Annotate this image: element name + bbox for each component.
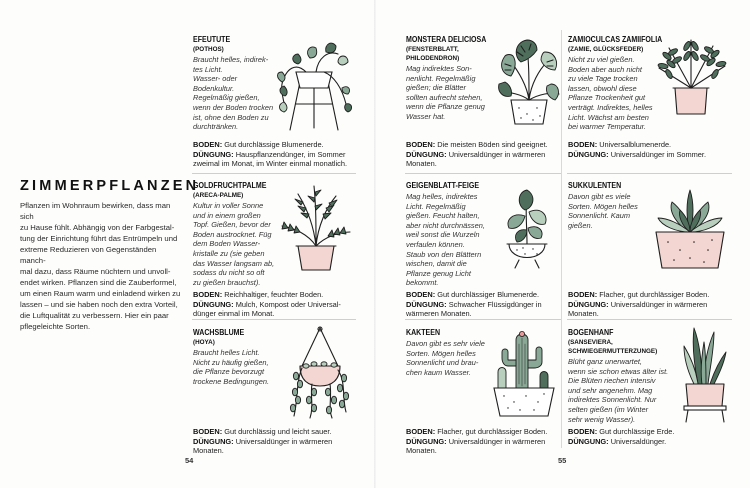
plant-subtitle: PHILODENDRON) xyxy=(406,55,460,62)
page-number-left: 54 xyxy=(185,456,194,465)
areca-palm-illustration xyxy=(278,184,354,274)
plant-card-bogenhanf xyxy=(568,328,688,424)
hoya-illustration xyxy=(284,326,354,422)
plant-subtitle: (HOYA) xyxy=(193,339,215,346)
zz-plant-illustration xyxy=(655,38,731,118)
snake-plant-illustration xyxy=(678,324,734,424)
intro-text: Pflanzen im Wohnraum bewirken, dass man sich zu Hause fühlt. Abhängig von der Farbgestal- tung der Einrichtung führt das Entrümpeln und extreme Reduzieren von Gegenständen manch- mal dazu, dass Räume nüchtern und unvoll- endet wirken. Pflanzen sind die Zauberformel, um einen Raum warm und einladend wirken zu lassen – und sie haben noch den extra Vorteil, die Luftqualität zu verbessern. Hier ein paar pflegeleichte Sorten. xyxy=(20,201,181,331)
row-divider xyxy=(192,173,356,174)
plant-description: Davon gibt es sehr viele Sorten. Mögen helles Sonnenlicht und brau- chen kaum Wasser. xyxy=(406,339,485,377)
plant-subtitle: SCHWIEGERMUTTERZUNGE) xyxy=(568,348,658,355)
cactus-illustration xyxy=(490,326,558,418)
care-info: BODEN: Universalblumenerde. DÜNGUNG: Universaldünger im Sommer. xyxy=(568,140,707,159)
plant-description: Braucht helles Licht. Nicht zu häufig gießen, die Pflanze bevorzugt trockene Bedingungen. xyxy=(193,348,270,386)
book-gutter xyxy=(374,0,376,488)
plant-description: Mag indirektes Son- nenlicht. Regelmäßig gießen; die Blätter sollten aufrecht stehen, wenn die Pflanze genug Wasser hat. xyxy=(406,64,485,121)
plant-name: MONSTERA DELICIOSA xyxy=(406,35,487,44)
care-info: BODEN: Reichhaltiger, feuchter Boden. DÜNGUNG: Mulch, Kompost oder Universal- dünger einmal im Monat. xyxy=(193,290,341,319)
row-divider xyxy=(567,173,732,174)
plant-name: GEIGENBLATT-FEIGE xyxy=(406,181,480,190)
plant-name: SUKKULENTEN xyxy=(568,181,622,190)
fiddle-leaf-fig-illustration xyxy=(497,186,557,270)
plant-name: EFEUTUTE xyxy=(193,35,231,44)
plant-description: Davon gibt es viele Sorten. Mögen helles Sonnenlicht. Kaum gießen. xyxy=(568,192,638,230)
plant-subtitle: (FENSTERBLATT, xyxy=(406,46,459,53)
plant-description: Blüht ganz unerwartet, wenn sie schon etwas älter ist. Die Blüten riechen intensiv und sehr angenehm. Mag indirektes Sonnenlicht. Nur selten gießen (im Winter sehr wenig Wasser). xyxy=(568,357,669,424)
plant-description: Kultur in voller Sonne und in einem großen Topf. Gießen, bevor der Boden austrocknet. Füg dem Boden Wasser- kristalle zu (sie geben das Wasser langsam ab, sodass du nicht so oft zu gießen brauchst). xyxy=(193,201,275,287)
column-divider xyxy=(561,30,562,448)
plant-description: Nicht zu viel gießen. Boden aber auch nicht zu viele Tage trocken lassen, obwohl diese Pflanze Trockenheit gut verträgt. Indirektes, helles Licht. Wächst am besten bei warmer Temperatur. xyxy=(568,55,653,132)
plant-subtitle: (POTHOS) xyxy=(193,46,224,53)
page-number-right: 55 xyxy=(558,456,567,465)
row-divider xyxy=(192,319,356,320)
care-info: BODEN: Gut durchlässiger Blumenerde. DÜNGUNG: Schwacher Flüssigdünger in wärmeren Monaten. xyxy=(406,290,542,319)
row-divider xyxy=(405,319,561,320)
care-info: BODEN: Gut durchlässig und leicht sauer. DÜNGUNG: Universaldünger in wärmeren Monaten. xyxy=(193,427,333,456)
plant-subtitle: (ZAMIE, GLÜCKSFEDER) xyxy=(568,46,644,53)
row-divider xyxy=(567,319,732,320)
plant-description: Braucht helles, indirek- tes Licht. Wasser- oder Bodenkultur. Regelmäßig gießen, wenn der Boden trocken ist, ohne den Boden zu durchtränken. xyxy=(193,55,274,132)
plant-name: ZAMIOCULCAS ZAMIIFOLIA xyxy=(568,35,663,44)
plant-name: GOLDFRUCHTPALME xyxy=(193,181,267,190)
section-title: ZIMMERPFLANZEN xyxy=(20,178,200,194)
intro-section xyxy=(20,178,200,332)
plant-name: WACHSBLUME xyxy=(193,328,245,337)
plant-subtitle: (ARECA-PALME) xyxy=(193,192,244,199)
care-info: BODEN: Gut durchlässige Erde. DÜNGUNG: Universaldünger. xyxy=(568,427,675,446)
plant-name: KAKTEEN xyxy=(406,328,441,337)
plant-description: Mag helles, indirektes Licht. Regelmäßig gießen. Feucht halten, aber nicht durchnässen, weil sonst die Wurzeln verfaulen können. Staub von den Blättern wischen, damit die Pflanze genug Licht bekommt. xyxy=(406,192,485,288)
row-divider xyxy=(405,173,561,174)
succulent-illustration xyxy=(650,186,730,272)
care-info: BODEN: Flacher, gut durchlässiger Boden. DÜNGUNG: Universaldünger in wärmeren Monaten. xyxy=(568,290,710,319)
care-info: BODEN: Die meisten Böden sind geeignet. DÜNGUNG: Universaldünger in wärmeren Monaten. xyxy=(406,140,548,169)
care-info: BODEN: Flacher, gut durchlässiger Boden. DÜNGUNG: Universaldünger in wärmeren Monaten. xyxy=(406,427,548,456)
plant-name: BOGENHANF xyxy=(568,328,614,337)
care-info: BODEN: Gut durchlässige Blumenerde. DÜNGUNG: Hauspflanzendünger, im Sommer zweimal im Monat, im Winter einmal monatlich. xyxy=(193,140,348,169)
plant-subtitle: (SANSEVIERA, xyxy=(568,339,613,346)
monstera-illustration xyxy=(497,36,561,126)
pothos-illustration xyxy=(276,32,356,132)
